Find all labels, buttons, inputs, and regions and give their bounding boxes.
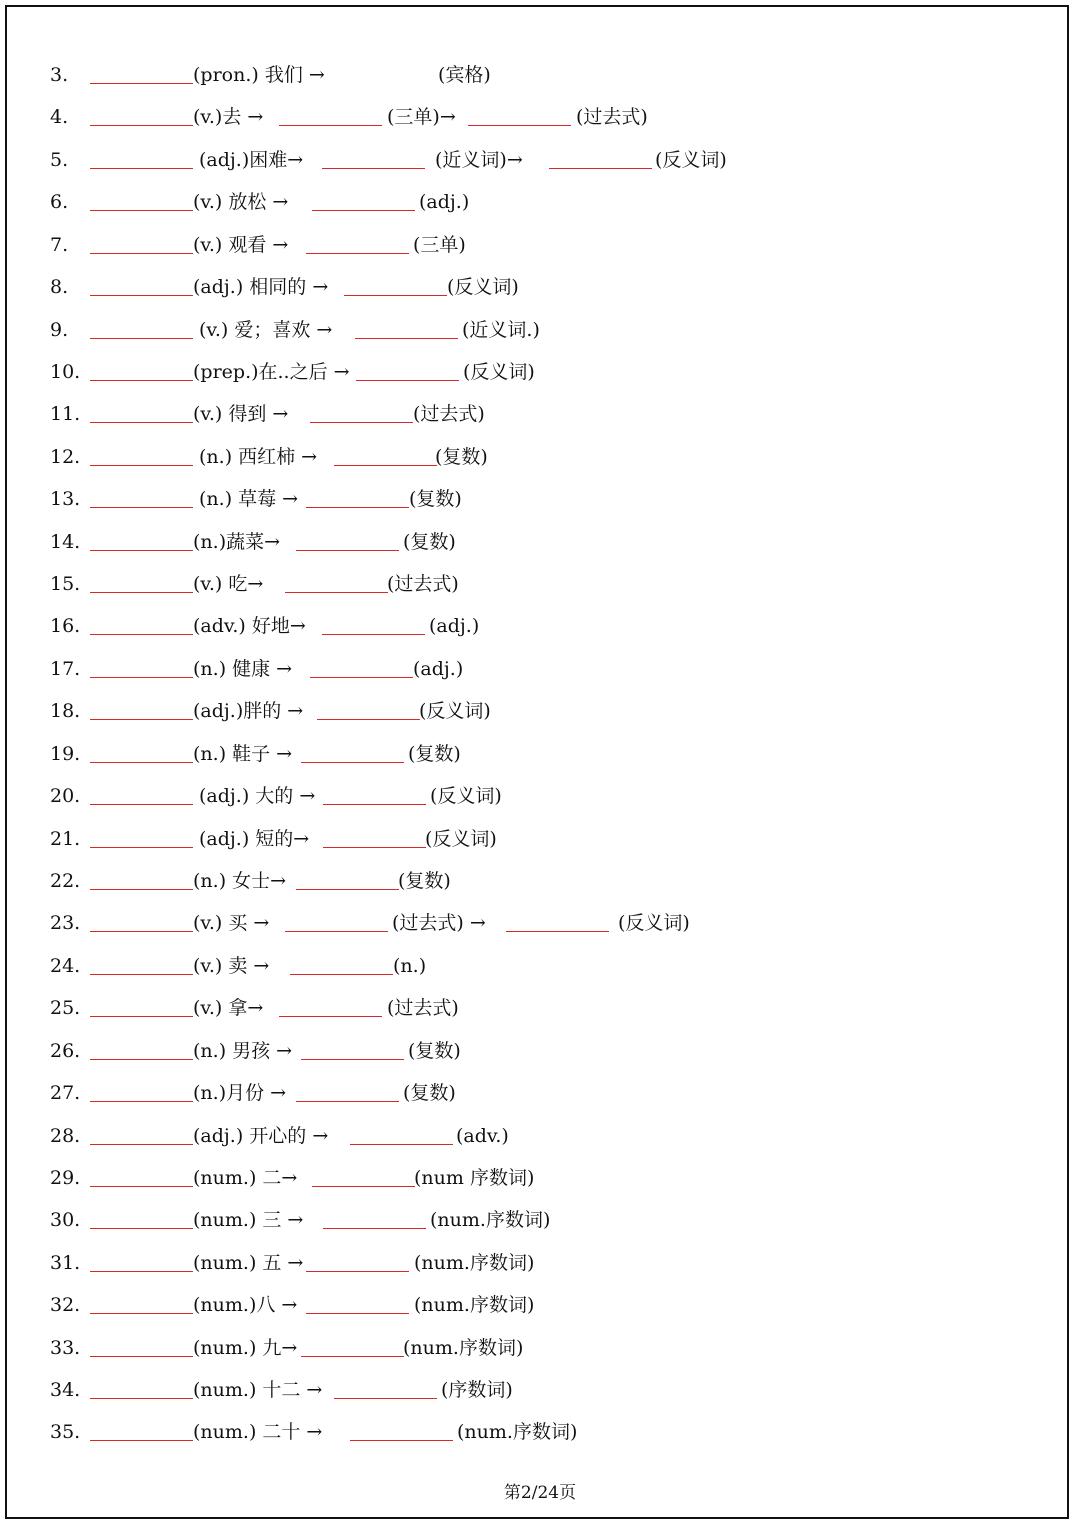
item-number: 11. <box>50 403 81 426</box>
item-text: (adj.) <box>419 191 470 214</box>
item-text: (n.) 西红柿 → <box>199 445 318 468</box>
answer-blank[interactable] <box>323 804 426 805</box>
answer-blank[interactable] <box>285 592 388 593</box>
item-text: (三单)→ <box>387 106 456 129</box>
item-text: (num 序数词) <box>414 1166 535 1189</box>
answer-blank[interactable] <box>90 1186 193 1187</box>
item-text: (prep.)在..之后 → <box>193 360 350 383</box>
answer-blank[interactable] <box>90 210 193 211</box>
answer-blank[interactable] <box>90 1059 193 1060</box>
answer-blank[interactable] <box>301 1356 404 1357</box>
answer-blank[interactable] <box>90 762 193 763</box>
answer-blank[interactable] <box>90 1440 193 1441</box>
item-text: (adv.) <box>456 1124 509 1147</box>
item-text: (过去式) <box>387 573 459 596</box>
item-number: 14. <box>50 530 81 553</box>
item-text: (复数) <box>403 1082 456 1105</box>
answer-blank[interactable] <box>310 422 413 423</box>
item-text: (num.) 五 → <box>193 1251 304 1274</box>
answer-blank[interactable] <box>90 1271 193 1272</box>
answer-blank[interactable] <box>90 804 193 805</box>
item-text: (复数) <box>409 488 462 511</box>
answer-blank[interactable] <box>90 889 193 890</box>
item-text: (num.)八 → <box>193 1294 298 1317</box>
answer-blank[interactable] <box>90 677 193 678</box>
item-number: 27. <box>50 1082 81 1105</box>
answer-blank[interactable] <box>90 1398 193 1399</box>
answer-blank[interactable] <box>90 253 193 254</box>
answer-blank[interactable] <box>290 974 393 975</box>
answer-blank[interactable] <box>350 1144 453 1145</box>
item-text: (复数) <box>403 530 456 553</box>
item-text: (v.) 卖 → <box>193 954 270 977</box>
item-text: (v.) 得到 → <box>193 403 289 426</box>
item-text: (过去式) <box>576 106 648 129</box>
answer-blank[interactable] <box>90 83 193 84</box>
item-number: 19. <box>50 742 81 765</box>
item-text: (num.序数词) <box>403 1336 524 1359</box>
answer-blank[interactable] <box>344 295 447 296</box>
item-number: 20. <box>50 785 81 808</box>
answer-blank[interactable] <box>90 168 193 169</box>
item-text: (复数) <box>435 445 488 468</box>
item-text: (反义词) <box>618 912 690 935</box>
answer-blank[interactable] <box>90 847 193 848</box>
item-text: (n.) 健康 → <box>193 657 293 680</box>
item-number: 32. <box>50 1294 81 1317</box>
item-text: (反义词) <box>463 360 535 383</box>
answer-blank[interactable] <box>90 1313 193 1314</box>
item-number: 9. <box>50 318 69 341</box>
answer-blank[interactable] <box>334 465 437 466</box>
answer-blank[interactable] <box>322 168 425 169</box>
item-number: 10. <box>50 360 81 383</box>
answer-blank[interactable] <box>323 1228 426 1229</box>
item-text: (num.) 二十 → <box>193 1421 323 1444</box>
item-number: 3. <box>50 64 69 86</box>
item-text: (adj.) <box>413 657 464 680</box>
item-text: (复数) <box>398 869 451 892</box>
item-text: (n.) <box>393 954 427 977</box>
answer-blank[interactable] <box>279 125 382 126</box>
answer-blank[interactable] <box>90 422 193 423</box>
answer-blank[interactable] <box>90 507 193 508</box>
item-text: (反义词) <box>430 785 502 808</box>
answer-blank[interactable] <box>306 1271 409 1272</box>
item-number: 30. <box>50 1209 81 1232</box>
item-number: 28. <box>50 1124 81 1147</box>
item-number: 16. <box>50 615 81 638</box>
answer-blank[interactable] <box>90 1356 193 1357</box>
item-text: (v.)去 → <box>193 106 264 129</box>
item-text: (n.) 女士→ <box>193 869 287 892</box>
answer-blank[interactable] <box>296 889 399 890</box>
item-text: (num.) 二→ <box>193 1166 298 1189</box>
answer-blank[interactable] <box>279 1016 382 1017</box>
item-text: (pron.) 我们 → <box>193 64 325 86</box>
item-number: 31. <box>50 1251 81 1274</box>
item-text: (num.序数词) <box>430 1209 551 1232</box>
answer-blank[interactable] <box>506 931 609 932</box>
item-number: 34. <box>50 1379 81 1402</box>
item-text: (adj.) 相同的 → <box>193 276 329 299</box>
item-text: (n.)月份 → <box>193 1082 287 1105</box>
item-number: 22. <box>50 869 81 892</box>
item-number: 29. <box>50 1166 81 1189</box>
item-number: 15. <box>50 573 81 596</box>
answer-blank[interactable] <box>312 210 415 211</box>
item-text: (过去式) <box>387 997 459 1020</box>
item-text: (num.) 十二 → <box>193 1379 323 1402</box>
item-number: 17. <box>50 657 81 680</box>
answer-blank[interactable] <box>301 762 404 763</box>
answer-blank[interactable] <box>90 125 193 126</box>
item-number: 13. <box>50 488 81 511</box>
item-text: (adj.) 短的→ <box>199 827 310 850</box>
item-number: 12. <box>50 445 81 468</box>
item-text: (num.) 九→ <box>193 1336 298 1359</box>
item-text: (近义词.) <box>462 318 540 341</box>
item-text: (v.) 放松 → <box>193 191 289 214</box>
answer-blank[interactable] <box>90 592 193 593</box>
item-text: (num.) 三 → <box>193 1209 304 1232</box>
answer-blank[interactable] <box>306 253 409 254</box>
item-text: (adj.)困难→ <box>199 148 304 171</box>
answer-blank[interactable] <box>90 1144 193 1145</box>
item-number: 35. <box>50 1421 81 1444</box>
answer-blank[interactable] <box>90 550 193 551</box>
item-number: 25. <box>50 997 81 1020</box>
item-text: (adj.) 开心的 → <box>193 1124 329 1147</box>
item-text: (反义词) <box>655 148 727 171</box>
item-number: 33. <box>50 1336 81 1359</box>
item-text: (adj.) <box>429 615 480 638</box>
item-text: (反义词) <box>447 276 519 299</box>
answer-blank[interactable] <box>296 550 399 551</box>
answer-blank[interactable] <box>90 931 193 932</box>
item-number: 8. <box>50 276 69 299</box>
item-text: (v.) 爱；喜欢 → <box>199 318 333 341</box>
answer-blank[interactable] <box>468 125 571 126</box>
item-text: (三单) <box>413 233 466 256</box>
item-text: (num.序数词) <box>457 1421 578 1444</box>
answer-blank[interactable] <box>296 1101 399 1102</box>
answer-blank[interactable] <box>90 634 193 635</box>
item-text: (v.) 观看 → <box>193 233 289 256</box>
item-text: (复数) <box>408 742 461 765</box>
answer-blank[interactable] <box>90 338 193 339</box>
answer-blank[interactable] <box>301 1059 404 1060</box>
item-text: (num.序数词) <box>414 1251 535 1274</box>
item-text: (v.) 拿→ <box>193 997 264 1020</box>
answer-blank[interactable] <box>312 1186 415 1187</box>
answer-blank[interactable] <box>90 380 193 381</box>
answer-blank[interactable] <box>90 1016 193 1017</box>
answer-blank[interactable] <box>90 974 193 975</box>
item-text: (宾格) <box>438 64 491 86</box>
answer-blank[interactable] <box>549 168 652 169</box>
answer-blank[interactable] <box>90 1101 193 1102</box>
item-number: 4. <box>50 106 69 129</box>
item-text: (近义词)→ <box>435 148 523 171</box>
page-number: 第2/24页 <box>503 1483 577 1503</box>
answer-blank[interactable] <box>323 847 426 848</box>
answer-blank[interactable] <box>334 1398 437 1399</box>
item-text: (n.) 男孩 → <box>193 1039 293 1062</box>
item-text: (过去式) → <box>392 912 486 935</box>
answer-blank[interactable] <box>90 719 193 720</box>
item-text: (num.序数词) <box>414 1294 535 1317</box>
answer-blank[interactable] <box>350 1440 453 1441</box>
item-text: (反义词) <box>419 700 491 723</box>
item-text: (adj.) 大的 → <box>199 785 316 808</box>
answer-blank[interactable] <box>306 1313 409 1314</box>
item-number: 23. <box>50 912 81 935</box>
item-number: 7. <box>50 233 69 256</box>
answer-blank[interactable] <box>355 338 458 339</box>
answer-blank[interactable] <box>310 677 413 678</box>
item-text: (n.)蔬菜→ <box>193 530 281 553</box>
item-text: (过去式) <box>413 403 485 426</box>
item-text: (n.) 草莓 → <box>199 488 299 511</box>
item-number: 6. <box>50 191 69 214</box>
answer-blank[interactable] <box>322 634 425 635</box>
item-text: (v.) 买 → <box>193 912 270 935</box>
answer-blank[interactable] <box>306 507 409 508</box>
answer-blank[interactable] <box>317 719 420 720</box>
item-text: (v.) 吃→ <box>193 573 264 596</box>
answer-blank[interactable] <box>90 465 193 466</box>
item-text: (adv.) 好地→ <box>193 615 306 638</box>
item-text: (复数) <box>408 1039 461 1062</box>
item-text: (n.) 鞋子 → <box>193 742 293 765</box>
item-number: 21. <box>50 827 81 850</box>
item-text: (序数词) <box>441 1379 513 1402</box>
item-number: 5. <box>50 148 69 171</box>
answer-blank[interactable] <box>356 380 459 381</box>
item-number: 18. <box>50 700 81 723</box>
item-number: 24. <box>50 954 81 977</box>
item-number: 26. <box>50 1039 81 1062</box>
item-text: (adj.)胖的 → <box>193 700 304 723</box>
answer-blank[interactable] <box>90 295 193 296</box>
answer-blank[interactable] <box>90 1228 193 1229</box>
item-text: (反义词) <box>425 827 497 850</box>
answer-blank[interactable] <box>285 931 388 932</box>
